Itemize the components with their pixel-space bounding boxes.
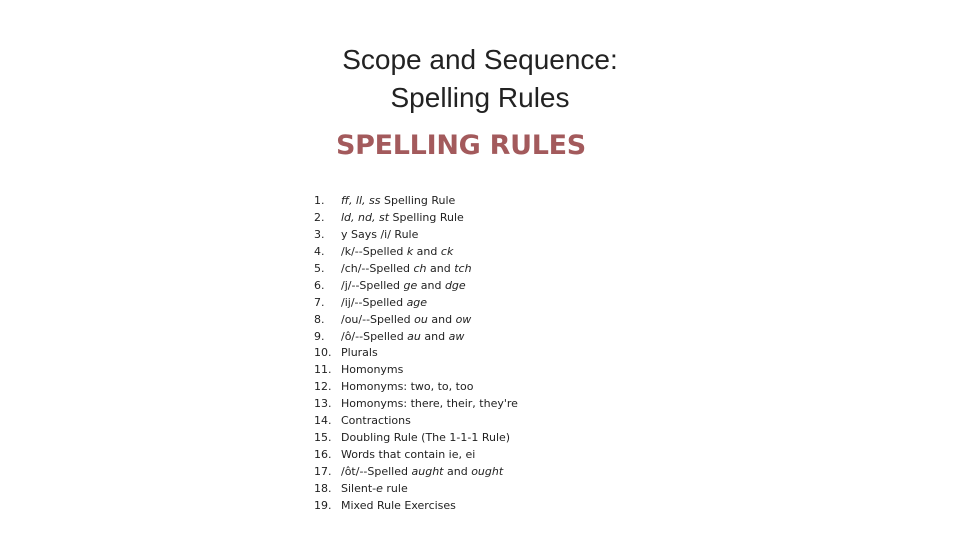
- rule-text-segment: /ij/--Spelled: [341, 295, 407, 309]
- rule-text-segment: Homonyms: two, to, too: [341, 380, 474, 394]
- rule-text-segment: Spelling Rule: [380, 194, 456, 207]
- rule-text: [341, 278, 466, 295]
- rule-number: 7.: [314, 295, 325, 309]
- rule-item: [314, 362, 518, 379]
- rule-text-segment: Spelling Rule: [389, 210, 464, 224]
- rule-item: [314, 210, 518, 227]
- rule-text: [341, 379, 473, 396]
- rule-item: [314, 430, 518, 447]
- rule-text-segment: Contractions: [341, 414, 411, 428]
- rule-text-segment: and: [426, 261, 455, 275]
- rule-text-segment: /ch/--Spelled: [341, 261, 414, 275]
- rule-number: 17.: [314, 465, 332, 478]
- rule-text: [341, 329, 464, 346]
- rule-number: 10.: [314, 346, 332, 360]
- rule-text-segment: Plurals: [341, 346, 378, 360]
- rule-text-segment: and: [417, 278, 445, 292]
- rule-text-italic: ow: [455, 312, 472, 326]
- rule-number: 5.: [314, 261, 325, 275]
- rule-number: 1.: [314, 194, 325, 207]
- rule-text-segment: Mixed Rule Exercises: [341, 498, 456, 512]
- rule-text-italic: tch: [454, 261, 472, 275]
- rule-number: 12.: [314, 380, 332, 394]
- rule-text-segment: and: [443, 465, 472, 478]
- rule-text-segment: Homonyms: [341, 363, 404, 377]
- rule-text: [341, 396, 518, 413]
- rule-item: [314, 312, 518, 329]
- rule-text: [341, 312, 471, 329]
- rule-text-italic: dge: [444, 278, 466, 292]
- rule-text-italic: aught: [411, 465, 444, 478]
- rule-number: 11.: [314, 363, 332, 377]
- rule-text-segment: rule: [382, 481, 408, 495]
- rule-text-italic: au: [407, 329, 421, 343]
- rule-text: [341, 464, 503, 481]
- rule-item: [314, 345, 518, 362]
- spelling-rules-list: [314, 193, 518, 515]
- rule-text: [341, 345, 378, 362]
- rule-text-segment: Doubling Rule (The 1-1-1 Rule): [341, 431, 511, 445]
- rule-text-segment: /ou/--Spelled: [341, 312, 415, 326]
- spelling-rules-figure: [300, 122, 660, 522]
- rule-text-italic: ought: [471, 465, 504, 478]
- rule-text-italic: ge: [403, 278, 418, 292]
- rule-text: [341, 362, 403, 379]
- rule-text-segment: Silent-: [341, 481, 377, 495]
- rule-number: 16.: [314, 448, 332, 462]
- rule-text-italic: ld, nd, st: [341, 210, 390, 224]
- rule-text-segment: and: [413, 244, 441, 258]
- rule-item: [314, 261, 518, 278]
- rule-text: [341, 498, 456, 515]
- rule-text: [341, 447, 475, 464]
- rule-number: 14.: [314, 414, 332, 428]
- rule-text-segment: and: [420, 329, 449, 343]
- spelling-rules-heading: SPELLING RULES: [336, 130, 586, 161]
- rule-item: [314, 193, 518, 210]
- rule-item: [314, 413, 518, 430]
- rule-item: [314, 379, 518, 396]
- rule-number: 19.: [314, 498, 332, 512]
- rule-text-italic: age: [406, 295, 428, 309]
- rule-text: [341, 413, 411, 430]
- rule-text: [341, 210, 464, 227]
- rule-number: 6.: [314, 278, 325, 292]
- rule-text-segment: /ôt/--Spelled: [341, 465, 412, 478]
- rule-text-segment: y Says /i/ Rule: [341, 227, 419, 241]
- rule-text: [341, 295, 427, 312]
- rule-text-italic: k: [406, 244, 414, 258]
- rule-text-segment: and: [427, 312, 456, 326]
- rule-item: [314, 227, 518, 244]
- rule-number: 15.: [314, 431, 332, 445]
- rule-item: [314, 498, 518, 515]
- rule-text-italic: ou: [414, 312, 428, 326]
- rule-item: [314, 278, 518, 295]
- rule-text-italic: e: [376, 481, 383, 495]
- rule-item: [314, 481, 518, 498]
- rule-text-italic: ch: [413, 261, 427, 275]
- slide-title: [0, 41, 960, 117]
- rule-item: [314, 329, 518, 346]
- slide-title-line-2: Spelling Rules: [390, 81, 570, 113]
- rule-text: [341, 430, 510, 447]
- rule-item: [314, 396, 518, 413]
- rule-text: [341, 193, 455, 210]
- rule-text-italic: ck: [440, 244, 454, 258]
- rule-text-segment: /k/--Spelled: [341, 244, 407, 258]
- rule-item: [314, 295, 518, 312]
- rule-number: 2.: [314, 210, 325, 224]
- rule-number: 8.: [314, 312, 325, 326]
- rule-text: [341, 244, 453, 261]
- rule-number: 9.: [314, 329, 325, 343]
- rule-text: [341, 481, 408, 498]
- rule-text-segment: Homonyms: there, their, they're: [341, 397, 518, 411]
- rule-number: 3.: [314, 227, 325, 241]
- rule-text-italic: ff, ll, ss: [341, 194, 381, 207]
- rule-number: 13.: [314, 397, 332, 411]
- slide-title-line-1: Scope and Sequence:: [342, 43, 618, 75]
- rule-item: [314, 447, 518, 464]
- rule-text-italic: aw: [448, 329, 465, 343]
- rule-number: 4.: [314, 244, 325, 258]
- rule-text: [341, 261, 472, 278]
- rule-item: [314, 244, 518, 261]
- rule-text: [341, 227, 418, 244]
- rule-text-segment: Words that contain ie, ei: [341, 448, 476, 462]
- rule-item: [314, 464, 518, 481]
- rule-text-segment: /j/--Spelled: [341, 278, 404, 292]
- rule-number: 18.: [314, 481, 332, 495]
- rule-text-segment: /ô/--Spelled: [341, 329, 408, 343]
